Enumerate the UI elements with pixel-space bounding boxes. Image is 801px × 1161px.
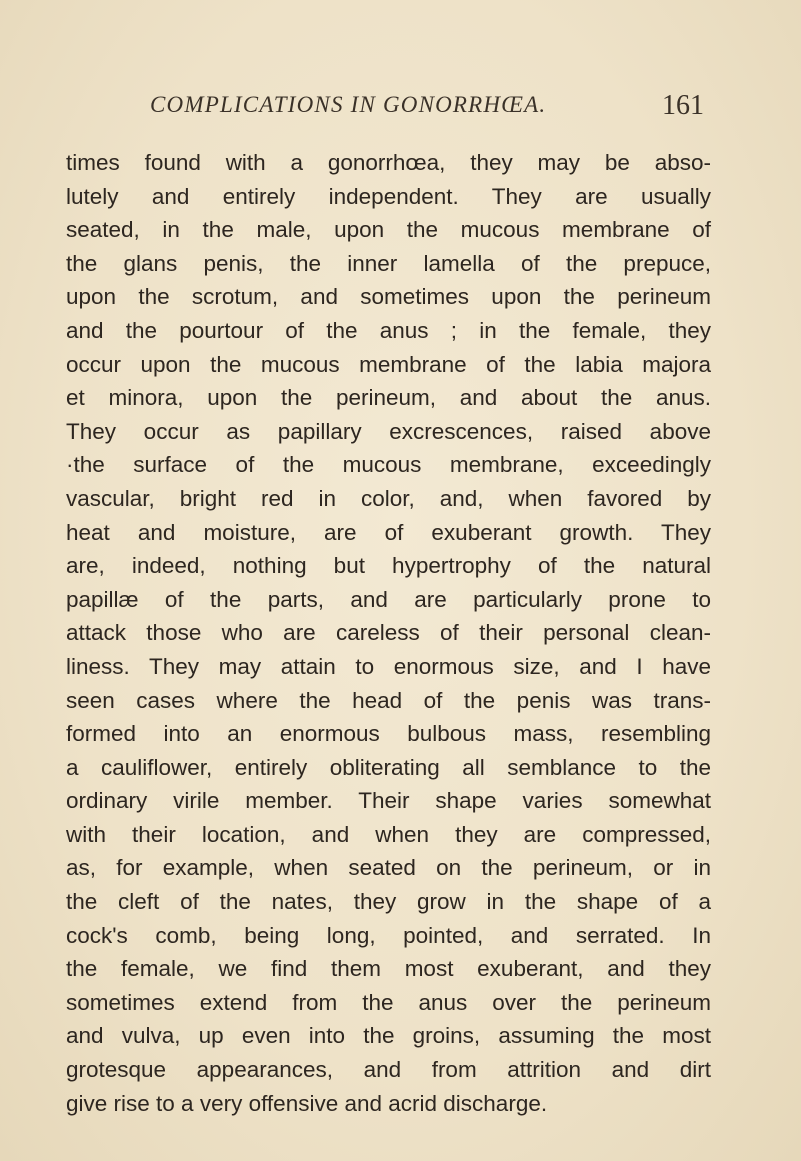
text-line: with their location, and when they are compressed, [66, 821, 711, 847]
text-line: ordinary virile member. Their shape varies somewhat [66, 788, 711, 814]
text-line: attack those who are careless of their personal clean- [66, 620, 711, 646]
text-line: give rise to a very offensive and acrid discharge. [66, 1090, 548, 1116]
text-line: seen cases where the head of the penis was trans- [66, 687, 711, 713]
text-line: occur upon the mucous membrane of the labia majora [66, 351, 711, 377]
text-line: upon the scrotum, and sometimes upon the perineum [66, 284, 711, 310]
text-line: cock's comb, being long, pointed, and serrated. In [66, 922, 711, 948]
page-number: 161 [662, 90, 704, 121]
text-line: grotesque appearances, and from attrition and dirt [66, 1057, 711, 1083]
text-line: sometimes extend from the anus over the perineum [66, 989, 711, 1015]
text-line: and the pourtour of the anus ; in the female, they [66, 317, 711, 343]
text-line: heat and moisture, are of exuberant growth. They [66, 519, 711, 545]
text-line: times found with a gonorrhœa, they may be abso- [66, 150, 711, 175]
text-line: lutely and entirely independent. They are usually [66, 183, 711, 209]
text-line: and vulva, up even into the groins, assuming the most [66, 1023, 711, 1049]
body-paragraph [66, 146, 711, 1120]
text-line: the female, we find them most exuberant, and they [66, 956, 711, 982]
text-line: are, indeed, nothing but hypertrophy of the natural [66, 553, 711, 579]
text-line: vascular, bright red in color, and, when favored by [66, 485, 711, 511]
running-head [66, 92, 706, 126]
text-line: the cleft of the nates, they grow in the shape of a [66, 889, 711, 915]
text-line: et minora, upon the perineum, and about the anus. [66, 385, 711, 411]
text-line: the glans penis, the inner lamella of the prepuce, [66, 250, 711, 276]
text-line: seated, in the male, upon the mucous membrane of [66, 217, 711, 243]
running-title: COMPLICATIONS IN GONORRHŒA. [150, 92, 547, 117]
text-line: ·the surface of the mucous membrane, exceedingly [66, 452, 711, 478]
text-line: a cauliflower, entirely obliterating all semblance to the [66, 754, 711, 780]
text-line: liness. They may attain to enormous size, and I have [66, 653, 711, 679]
text-line: as, for example, when seated on the perineum, or in [66, 855, 711, 881]
text-line: They occur as papillary excrescences, raised above [66, 418, 711, 444]
text-line: formed into an enormous bulbous mass, resembling [66, 721, 711, 747]
text-line: papillæ of the parts, and are particularly prone to [66, 586, 711, 612]
